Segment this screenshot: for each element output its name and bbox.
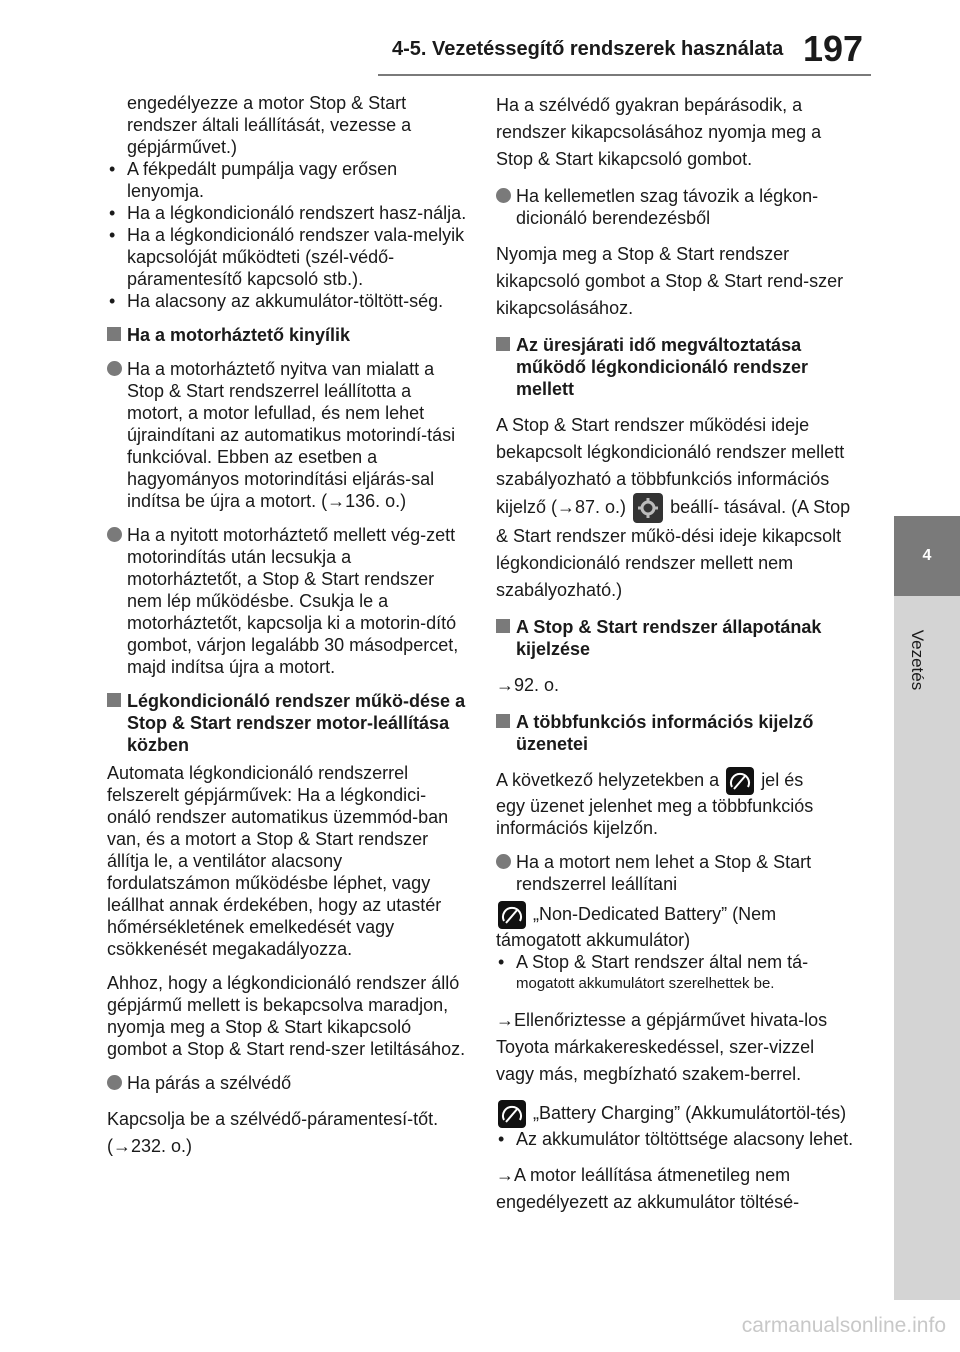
message-line <box>496 1100 856 1128</box>
circle-item <box>107 358 467 512</box>
list-item: • Ha a légkondicionáló rendszer vala-melyik kapcsolóját működteti (szél-védő-páramentesítő kapcsoló stb.). <box>107 224 467 290</box>
idle-text-d: tásával. (A Stop & Start rendszer műkö-dési ideje kikapcsolt légkondicionáló rendszer mellett nem szabályozható.) <box>496 496 851 600</box>
heading-text: A Stop & Start rendszer állapotának kijelzése <box>516 617 822 659</box>
paragraph: Nyomja meg a Stop & Start rendszer kikapcsoló gombot a Stop & Start rend-szer kikapcsolásához. <box>496 244 844 318</box>
square-bullet-icon <box>107 327 121 341</box>
circle-bullet-icon <box>496 854 511 869</box>
gear-icon <box>633 493 663 523</box>
paragraph: Automata légkondicionáló rendszerrel felszerelt gépjárművek: Ha a légkondici-onáló rendszer automatikus üzemmód-ban van, és a motort a Stop & Start rendszer állítja le, a ventilátor alacsony fordulatszámon működésbe léphet, vagy leállhat annak érdekében, hogy az utastér hőmérsékletének emelkedését vagy csökkenését megakadályozza. <box>107 763 449 959</box>
circle-item <box>496 185 856 229</box>
message-text: „Battery Charging” (Akkumulátortöl-tés) <box>533 1103 847 1123</box>
header-rule <box>378 74 871 76</box>
message-text: „Non-Dedicated Battery” (Nem támogatott akkumulátor) <box>496 904 777 951</box>
square-bullet-icon <box>496 619 510 633</box>
msgs-text-c: egy üzenet jelenhet meg a többfunkciós információs kijelzőn. <box>496 796 814 839</box>
paragraph <box>496 767 856 839</box>
section-heading <box>107 324 467 346</box>
list-item: • Az akkumulátor töltöttsége alacsony lehet. <box>496 1128 856 1150</box>
square-bullet-icon <box>107 693 121 707</box>
page-reference: →92. o. <box>496 675 560 695</box>
circle-item <box>107 1072 467 1094</box>
heading-text: Légkondicionáló rendszer műkö-dése a Stop & Start rendszer motor-leállítása közben <box>127 691 466 755</box>
heading-text: A többfunkciós információs kijelző üzenetei <box>516 712 814 754</box>
chapter-label: Vezetés <box>908 629 927 691</box>
watermark: carmanualsonline.info <box>741 1314 946 1337</box>
square-bullet-icon <box>496 714 510 728</box>
circle-bullet-icon <box>107 527 122 542</box>
page-header-title: 4-5. Vezetéssegítő rendszerek használata <box>392 38 784 60</box>
item-text: Ha párás a szélvédő <box>127 1073 292 1093</box>
circle-item <box>496 851 856 895</box>
chapter-tab <box>894 516 960 596</box>
paragraph <box>496 412 856 604</box>
left-column <box>107 92 467 1160</box>
idle-text-b: információs kijelző (→87. o.) <box>496 469 830 517</box>
stop-start-indicator-icon <box>498 901 526 929</box>
circle-bullet-icon <box>107 361 122 376</box>
list-item: • Ha alacsony az akkumulátor-töltött-ség. <box>107 290 467 312</box>
paragraph: Ha a szélvédő gyakran bepárásodik, a rendszer kikapcsolásához nyomja meg a Stop & Start kikapcsoló gombot. <box>496 95 822 169</box>
list-item-cont: mogatott akkumulátort szerelhettek be. <box>516 975 775 993</box>
right-column <box>496 92 856 1216</box>
page-number: 197 <box>803 28 864 69</box>
circle-bullet-icon <box>496 188 511 203</box>
item-text: Ha a nyitott motorháztető mellett vég-zett motorindítás után lecsukja a motorháztetőt, a Stop & Start rendszer nem lép működésbe. Csukja le a motorháztetőt, kapcsolja ki a motorin-dító gombot, várjon legalább 30 másodpercet, majd indítsa újra a motort. <box>127 525 459 677</box>
square-bullet-icon <box>496 337 510 351</box>
paragraph: Ahhoz, hogy a légkondicionáló rendszer álló gépjármű mellett is bekapcsolva maradjon, nyomja meg a Stop & Start kikapcsoló gombot a Stop & Start rend-szer letiltásához. <box>107 973 466 1059</box>
circle-item <box>107 524 467 678</box>
paragraph: Kapcsolja be a szélvédő-páramentesí-tőt. (→232. o.) <box>107 1109 439 1156</box>
section-heading <box>496 334 856 400</box>
message-line <box>496 901 856 951</box>
section-heading <box>496 711 856 755</box>
list-item: • A Stop & Start rendszer által nem tá- <box>496 951 856 973</box>
msgs-text-b: jel és <box>761 770 804 790</box>
item-text: Ha a motort nem lehet a Stop & Start rendszerrel leállítani <box>516 852 812 895</box>
stop-start-indicator-icon <box>498 1100 526 1128</box>
list-item: • Ha a légkondicionáló rendszert hasz-nálja. <box>107 202 467 224</box>
section-heading <box>107 690 467 756</box>
action-reference: →Ellenőriztesse a gépjárművet hivata-los Toyota márkakereskedéssel, szer-vizzel vagy más, megbízható szakem-berrel. <box>496 1010 828 1085</box>
chapter-number: 4 <box>922 547 932 564</box>
heading-text: Ha a motorháztető kinyílik <box>127 325 351 345</box>
section-heading <box>496 616 856 660</box>
chapter-strip <box>894 596 960 1300</box>
item-text: Ha a motorháztető nyitva van mialatt a Stop & Start rendszerrel leállította a motort, a motor lefullad, és nem lehet újraindítani az automatikus motorindí-tási funkcióval. Ebben az esetben a hagyományos motorindítási eljárás-sal indítsa be újra a motort. (→136. o.) <box>127 359 456 511</box>
intro-paragraph: engedélyezze a motor Stop & Start rendszer általi leállítását, vezesse a gépjárművet.) <box>127 93 412 157</box>
list-item: • A fékpedált pumpálja vagy erősen lenyomja. <box>107 158 467 202</box>
idle-text-c: beállí- <box>670 496 720 517</box>
circle-bullet-icon <box>107 1075 122 1090</box>
msgs-text-a: A következő helyzetekben a <box>496 770 720 790</box>
idle-text-a: A Stop & Start rendszer működési ideje bekapcsolt légkondicionáló rendszer mellett szabályozható a többfunkciós <box>496 415 845 489</box>
heading-text: Az üresjárati idő megváltoztatása működő légkondicionáló rendszer mellett <box>516 335 809 399</box>
item-text: Ha kellemetlen szag távozik a légkon-dicionáló berendezésből <box>516 186 819 228</box>
stop-start-indicator-icon <box>726 767 754 795</box>
action-reference: →A motor leállítása átmenetileg nem engedélyezett az akkumulátor töltésé- <box>496 1165 800 1213</box>
